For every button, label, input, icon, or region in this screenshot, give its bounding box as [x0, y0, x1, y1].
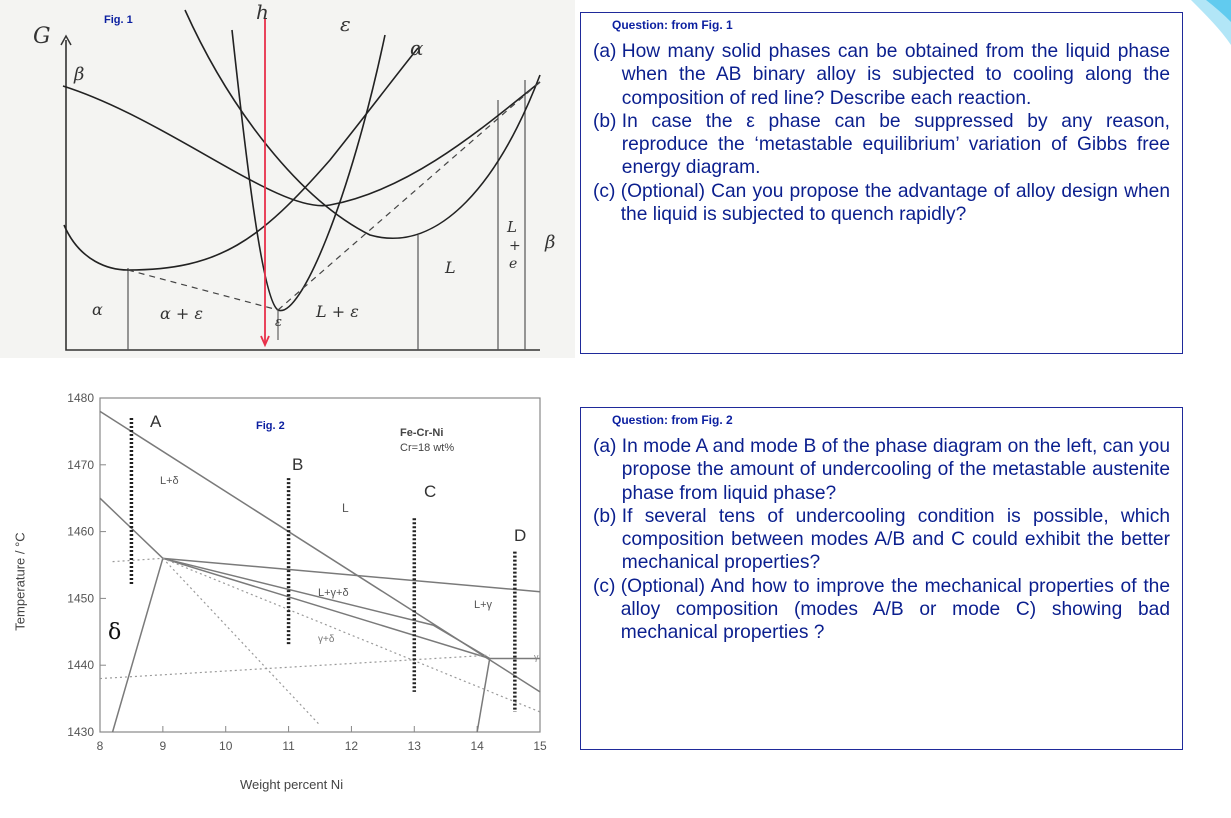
- fig1-l-eps-label: L + ε: [316, 302, 359, 321]
- fig1-alpha-label: α: [410, 36, 424, 60]
- fig1-g-label: G: [33, 24, 51, 49]
- x-tick-label: 15: [533, 739, 547, 753]
- question-label: (a): [593, 41, 622, 62]
- x-tick-label: 10: [219, 739, 233, 753]
- question-label: (b): [593, 110, 622, 132]
- fig2-subtitle: Cr=18 wt%: [400, 442, 455, 454]
- x-tick-label: 11: [282, 739, 295, 753]
- metastable-extension-line: [100, 655, 490, 678]
- region-l-gamma-label: L+γ: [474, 599, 493, 611]
- fig1-le-plus-label: +: [509, 238, 521, 254]
- question-box-fig1: [580, 12, 1183, 354]
- x-tick-label: 14: [470, 739, 484, 753]
- region-gamma-delta-label: γ+δ: [318, 634, 335, 645]
- question-title: Question: from Fig. 1: [612, 18, 733, 32]
- fig2-y-axis-label: Temperature / °C: [12, 532, 28, 631]
- question-text: (Optional) Can you propose the advantage of alloy design when the liquid is subjected to quench rapidly?: [620, 180, 1170, 226]
- fig1-beta-top-label: β: [74, 64, 85, 85]
- question-text: In mode A and mode B of the phase diagram on the left, can you propose the amount of undercooling of the metastable austenite phase from liquid phase?: [621, 436, 1170, 504]
- x-tick-label: 9: [159, 739, 167, 753]
- x-tick-label: 8: [96, 739, 104, 753]
- fig1-l-region-label: L: [445, 258, 456, 277]
- x-tick-label: 12: [344, 739, 359, 753]
- metastable-extension-line: [163, 558, 320, 725]
- question-label: (b): [593, 505, 622, 527]
- fig1-beta-right-label: β: [545, 232, 556, 253]
- y-tick-label: 1470: [67, 457, 94, 472]
- question-title: Question: from Fig. 2: [612, 413, 733, 427]
- question-list: [593, 40, 1170, 226]
- question-item-c: [593, 180, 1170, 227]
- phase-boundary-line: [113, 558, 163, 732]
- question-item-b: [593, 110, 1170, 180]
- question-item-a: [593, 40, 1170, 110]
- fig2-panel: [0, 392, 575, 807]
- fig2-delta-symbol: δ: [108, 620, 122, 645]
- question-list: [593, 435, 1170, 645]
- plot-frame: [100, 398, 540, 732]
- question-label: (c): [593, 575, 621, 597]
- fig1-le-l-label: L: [507, 218, 517, 236]
- mode-d-label: D: [514, 526, 527, 545]
- metastable-extension-line: [163, 558, 540, 712]
- y-tick-label: 1450: [67, 591, 94, 606]
- fig2-x-axis-label: Weight percent Ni: [240, 777, 344, 792]
- question-box-fig2: [580, 407, 1183, 750]
- fig2-caption: Fig. 2: [256, 420, 285, 432]
- question-item-b: [593, 505, 1170, 575]
- question-item-a: [593, 435, 1170, 505]
- y-tick-label: 1430: [67, 725, 94, 739]
- fig2-title: Fe-Cr-Ni: [400, 427, 444, 439]
- region-l-delta-label: L+δ: [160, 475, 179, 487]
- question-text: In case the ε phase can be suppressed by any reason, reproduce the ‘metastable equilibrium’ variation of Gibbs free energy diagram.: [621, 110, 1170, 179]
- fig1-caption: Fig. 1: [104, 14, 133, 26]
- question-text: If several tens of undercooling condition is possible, which composition between modes A/B and C could exhibit the better mechanical properties?: [621, 505, 1170, 574]
- fig1-panel: [0, 0, 575, 358]
- region-l-gamma-delta-label: L+γ+δ: [318, 587, 349, 599]
- mode-b-label: B: [292, 455, 304, 474]
- question-item-c: [593, 575, 1170, 645]
- fig1-gibbs-diagram: [0, 0, 575, 358]
- fig1-epsilon-label: ε: [340, 12, 351, 36]
- mode-a-label: A: [150, 412, 162, 431]
- region-l-label: L: [342, 501, 349, 515]
- question-text: (Optional) And how to improve the mechanical properties of the alloy composition (modes A/B or mode C) showing bad mechanical properties ?: [620, 575, 1170, 644]
- fig1-eps-point-label: ε: [275, 315, 282, 330]
- region-gamma-label: γ: [534, 652, 539, 662]
- x-tick-label: 13: [407, 739, 421, 753]
- question-text: How many solid phases can be obtained from the liquid phase when the AB binary alloy is subjected to cooling along the composition of red line? Describe each reaction.: [621, 41, 1170, 109]
- y-tick-label: 1440: [67, 658, 94, 673]
- mode-c-label: C: [424, 482, 437, 501]
- fig1-alpha-eps-label: α + ε: [160, 304, 203, 323]
- fig1-alpha-region-label: α: [92, 300, 103, 319]
- corner-decoration: [1171, 0, 1231, 60]
- question-label: (a): [593, 436, 622, 457]
- fig1-le-e-label: e: [509, 256, 518, 272]
- phase-boundary-line: [477, 659, 490, 732]
- y-tick-label: 1480: [67, 392, 94, 405]
- fig1-h-label: h: [256, 0, 269, 24]
- y-tick-label: 1460: [67, 524, 94, 539]
- metastable-extension-line: [113, 558, 163, 561]
- question-label: (c): [593, 180, 621, 202]
